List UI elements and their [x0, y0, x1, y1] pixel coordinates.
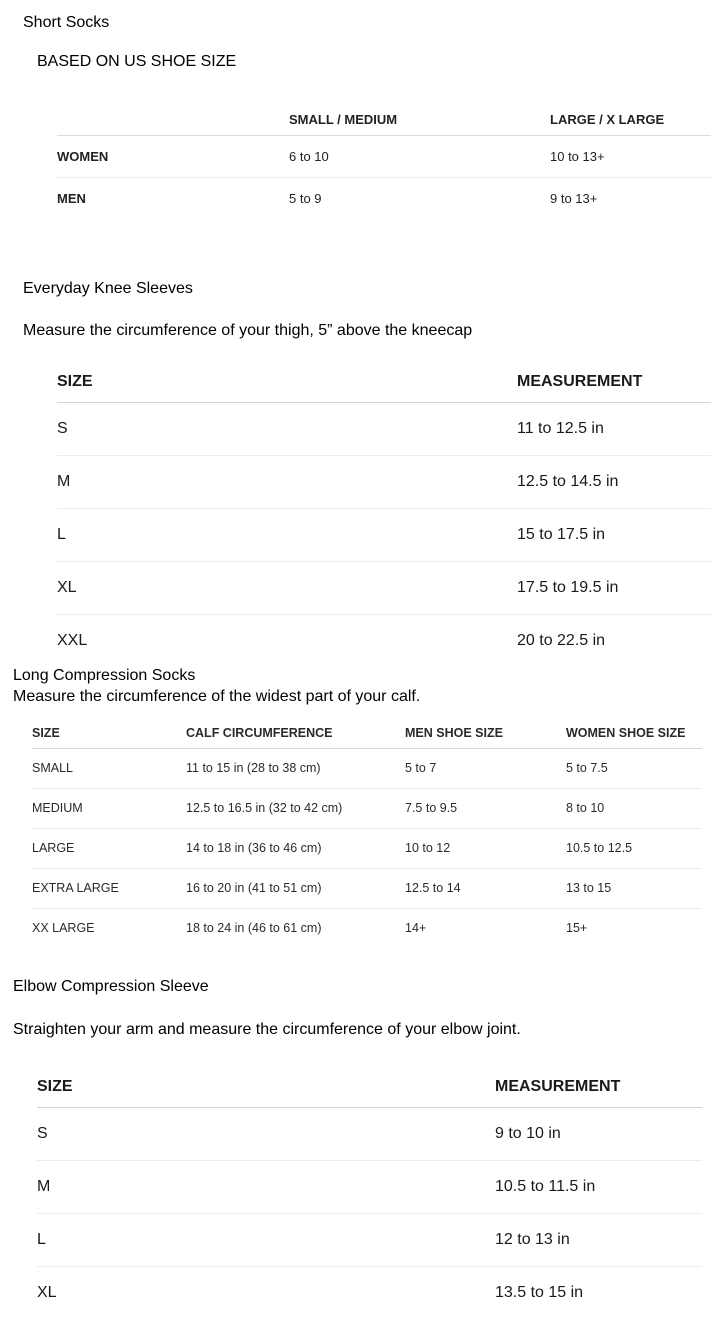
table-cell: EXTRA LARGE: [32, 868, 186, 908]
table-row: [32, 908, 702, 948]
header-cell: CALF CIRCUMFERENCE: [186, 718, 405, 748]
table-cell: 5 to 7: [405, 761, 437, 775]
table-cell: XXL: [57, 614, 517, 667]
table-cell: 12.5 to 14.5 in: [517, 455, 711, 508]
table-row: [57, 135, 711, 177]
table-header-row: [32, 718, 702, 748]
knee-sleeves-table: [57, 362, 711, 667]
table-cell: 10 to 13+: [550, 148, 605, 164]
table-cell: S: [57, 419, 68, 437]
table-header-row: [57, 362, 711, 402]
elbow-sleeve-instruction: Straighten your arm and measure the circumference of your elbow joint.: [13, 1021, 521, 1038]
table-cell: 12.5 to 16.5 in (32 to 42 cm): [186, 788, 405, 828]
header-cell: MEN SHOE SIZE: [405, 718, 566, 748]
long-socks-instruction: Measure the circumference of the widest part of your calf.: [13, 688, 421, 705]
short-socks-subtitle: BASED ON US SHOE SIZE: [37, 53, 237, 70]
table-cell: 20 to 22.5 in: [517, 614, 711, 667]
table-cell: 15 to 17.5 in: [517, 508, 711, 561]
elbow-sleeve-table: [37, 1067, 702, 1319]
short-socks-title: Short Socks: [23, 14, 110, 31]
table-cell: WOMEN: [57, 148, 109, 164]
table-row: [57, 561, 711, 614]
table-cell: LARGE: [32, 828, 186, 868]
table-cell: 8 to 10: [566, 788, 702, 828]
header-cell: SIZE: [57, 362, 517, 402]
table-cell: SMALL: [32, 761, 73, 775]
table-cell: 11 to 15 in (28 to 38 cm): [186, 761, 321, 775]
table-cell: 9 to 13+: [550, 177, 711, 219]
table-header-row: [57, 99, 711, 135]
table-cell: 15+: [566, 908, 702, 948]
long-socks-table: [32, 718, 702, 948]
table-row: [32, 868, 702, 908]
long-socks-title: Long Compression Socks: [13, 667, 196, 684]
table-cell: L: [37, 1213, 495, 1266]
table-cell: 18 to 24 in (46 to 61 cm): [186, 908, 405, 948]
table-cell: M: [57, 455, 517, 508]
table-row: [57, 177, 711, 219]
table-cell: 13 to 15: [566, 868, 702, 908]
header-cell: SIZE: [32, 718, 186, 748]
table-cell: 6 to 10: [289, 148, 329, 164]
table-row: [32, 828, 702, 868]
header-cell: SIZE: [37, 1067, 495, 1107]
header-cell: WOMEN SHOE SIZE: [566, 718, 702, 748]
table-row: [32, 788, 702, 828]
table-cell: 7.5 to 9.5: [405, 788, 566, 828]
table-cell: 16 to 20 in (41 to 51 cm): [186, 868, 405, 908]
table-cell: 14+: [405, 908, 566, 948]
table-row: [37, 1213, 702, 1266]
table-cell: L: [57, 508, 517, 561]
table-cell: 14 to 18 in (36 to 46 cm): [186, 828, 405, 868]
table-row: [57, 455, 711, 508]
table-cell: XL: [37, 1266, 495, 1319]
short-socks-table: [57, 99, 711, 219]
elbow-sleeve-title: Elbow Compression Sleeve: [13, 978, 209, 995]
header-cell: LARGE / X LARGE: [550, 99, 711, 135]
table-cell: 5 to 7.5: [566, 761, 608, 775]
header-cell: SMALL / MEDIUM: [289, 99, 550, 135]
knee-sleeves-title: Everyday Knee Sleeves: [23, 280, 193, 297]
table-cell: XX LARGE: [32, 908, 186, 948]
table-cell: 5 to 9: [289, 177, 550, 219]
table-row: [32, 748, 702, 788]
knee-sleeves-instruction: Measure the circumference of your thigh, 5” above the kneecap: [23, 322, 473, 339]
table-cell: 10.5 to 11.5 in: [495, 1160, 702, 1213]
table-cell: 11 to 12.5 in: [517, 419, 604, 437]
table-cell: M: [37, 1160, 495, 1213]
header-cell: MEASUREMENT: [495, 1067, 702, 1107]
table-row: [57, 402, 711, 455]
header-cell: MEASUREMENT: [517, 362, 711, 402]
table-row: [37, 1266, 702, 1319]
table-header-row: [37, 1067, 702, 1107]
table-cell: 10 to 12: [405, 828, 566, 868]
table-row: [37, 1160, 702, 1213]
table-cell: 10.5 to 12.5: [566, 828, 702, 868]
table-cell: 12.5 to 14: [405, 868, 566, 908]
table-row: [57, 614, 711, 667]
table-cell: 13.5 to 15 in: [495, 1266, 702, 1319]
table-cell: MEDIUM: [32, 788, 186, 828]
table-cell: MEN: [57, 177, 289, 219]
table-cell: XL: [57, 561, 517, 614]
header-cell: [57, 99, 289, 135]
table-cell: 9 to 10 in: [495, 1124, 561, 1142]
table-cell: 12 to 13 in: [495, 1213, 702, 1266]
table-row: [37, 1107, 702, 1160]
table-cell: S: [37, 1124, 48, 1142]
table-cell: 17.5 to 19.5 in: [517, 561, 711, 614]
table-row: [57, 508, 711, 561]
